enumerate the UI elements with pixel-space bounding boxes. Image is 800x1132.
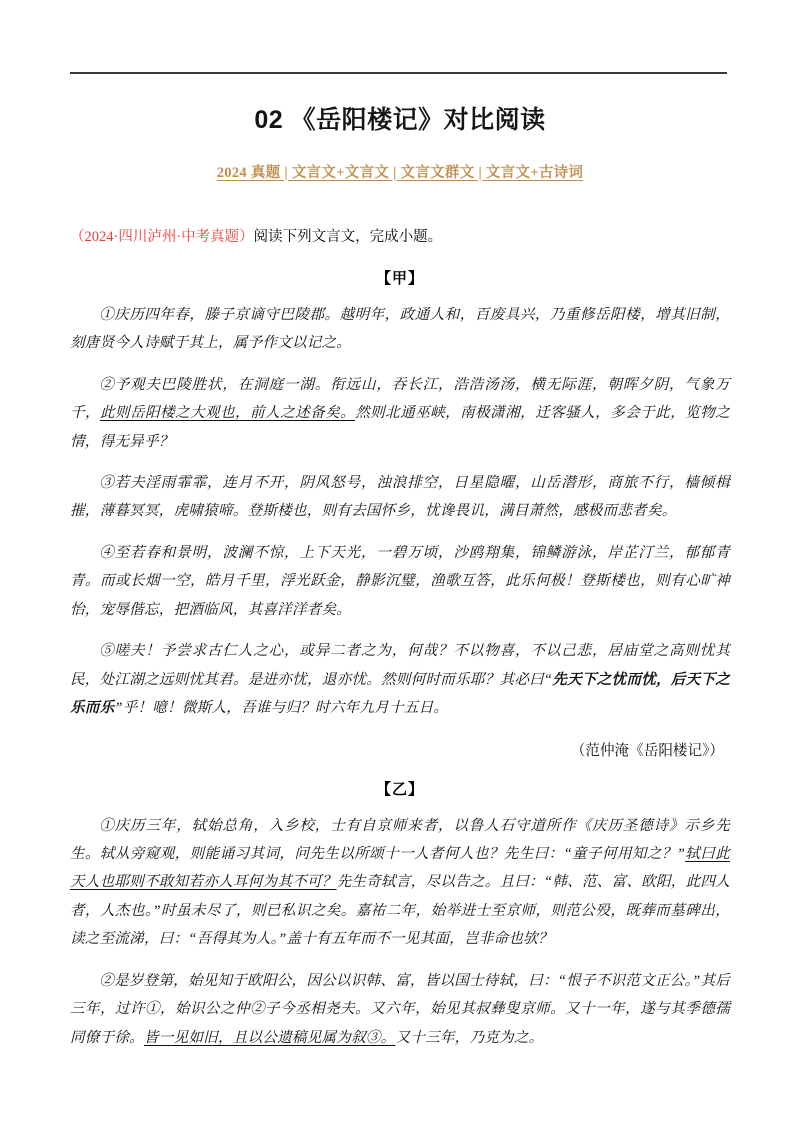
passage-paragraph bbox=[70, 456, 730, 526]
section-label: 【乙】 bbox=[375, 781, 424, 798]
passages-container bbox=[70, 249, 730, 1053]
passage-paragraph bbox=[70, 799, 730, 954]
passage-text: ①庆历四年春，滕子京谪守巴陵郡。越明年，政通人和，百废具兴，乃重修岳阳楼，增其旧制，刻唐贤今人诗赋于其上，属予作文以记之。 bbox=[70, 306, 730, 352]
passage-paragraph bbox=[70, 358, 730, 456]
passage-text: 又十三年，乃克为之。 bbox=[395, 1029, 544, 1046]
passage-paragraph bbox=[70, 526, 730, 624]
passage-text: ⑤嗟夫！予尝求古仁人之心，或异二者之为，何哉？不以物喜，不以己悲，居庙堂之高则忧其民，处江湖之远则忧其君。是进亦忧，退亦忧。然则何时而乐耶？其必曰“ bbox=[70, 643, 730, 688]
passage-text: ③若夫淫雨霏霏，连月不开，阴风怒号，浊浪排空，日星隐曜，山岳潜形，商旅不行，樯倾楫摧，薄暮冥冥，虎啸猿啼。登斯楼也，则有去国怀乡，忧谗畏讥，满目萧然，感极而悲者矣。 bbox=[70, 474, 730, 520]
passage-text: ”乎！噫！微斯人，吾谁与归？时六年九月十五日。 bbox=[114, 700, 449, 717]
passage-text: 先生奇轼言，尽以告之。且曰：“韩、范、富、欧阳，此四人者，人杰也。”时虽未尽了，则已私识之矣。嘉祐二年，始举进士至京师，则范公殁，既葬而墓碑出，读之至流涕，曰：“吾得其为人。”盖十有五年而不一见其面，岂非命也欤？ bbox=[70, 874, 730, 948]
passage-attribution: （范仲淹《岳阳楼记》） bbox=[570, 742, 724, 759]
passage-text: ②是岁登第，始见知于欧阳公，因公以识韩、富，皆以国士待轼，曰：“恨子不识范文正公。”其后三年，过许①，始识公之仲②子今丞相尧夫。又六年，始见其叔彝叟京师。又十一年，遂与其季德孺同僚于徐。 bbox=[70, 972, 730, 1046]
passage-paragraph bbox=[70, 288, 730, 358]
section-label: 【甲】 bbox=[375, 270, 424, 287]
passage-text: 然则北通巫峡，南极潇湘，迁客骚人，多会于此，览物之情，得无异乎？ bbox=[70, 405, 730, 450]
prompt-instruction: 阅读下列文言文，完成小题。 bbox=[253, 228, 443, 245]
passage-text: ①庆历三年，轼始总角，入乡校，士有自京师来者，以鲁人石守道所作《庆历圣德诗》示乡先生。轼从旁窥观，则能诵习其词，问先生以所颂十一人者何人也？先生曰：“童子何用知之？” bbox=[70, 817, 730, 863]
document-subtitle: 2024 真题 | 文言文+文言文 | 文言文群文 | 文言文+古诗词 bbox=[216, 164, 584, 181]
underlined-text: 皆一见如旧，且以公遗稿见属为叙③。 bbox=[143, 1029, 396, 1046]
header-rule bbox=[70, 72, 727, 74]
passage-text: ④至若春和景明，波澜不惊，上下天光，一碧万顷，沙鸥翔集，锦鳞游泳，岸芷汀兰，郁郁青青。而或长烟一空，皓月千里，浮光跃金，静影沉璧，渔歌互答，此乐何极！登斯楼也，则有心旷神怡，宠辱偕忘，把酒临风，其喜洋洋者矣。 bbox=[70, 544, 730, 618]
passage-paragraph bbox=[70, 624, 730, 722]
underlined-text: 此则岳阳楼之大观也，前人之述备矣。 bbox=[100, 405, 356, 422]
underlined-text: 轼曰此天人也耶则不敢知若亦人耳何为其不可？ bbox=[70, 846, 730, 891]
passage-paragraph bbox=[70, 954, 730, 1052]
page-title: 02 《岳阳楼记》对比阅读 bbox=[254, 106, 546, 134]
document-content bbox=[70, 92, 730, 1052]
question-prompt bbox=[70, 182, 730, 249]
emphasized-text: 先天下之忧而忧，后天下之乐而乐 bbox=[70, 671, 730, 717]
prompt-source-tag: （2024·四川泸州·中考真题） bbox=[70, 228, 254, 245]
passage-text: ②予观夫巴陵胜状，在洞庭一湖。衔远山，吞长江，浩浩汤汤，横无际涯，朝晖夕阴，气象万千， bbox=[70, 376, 730, 422]
